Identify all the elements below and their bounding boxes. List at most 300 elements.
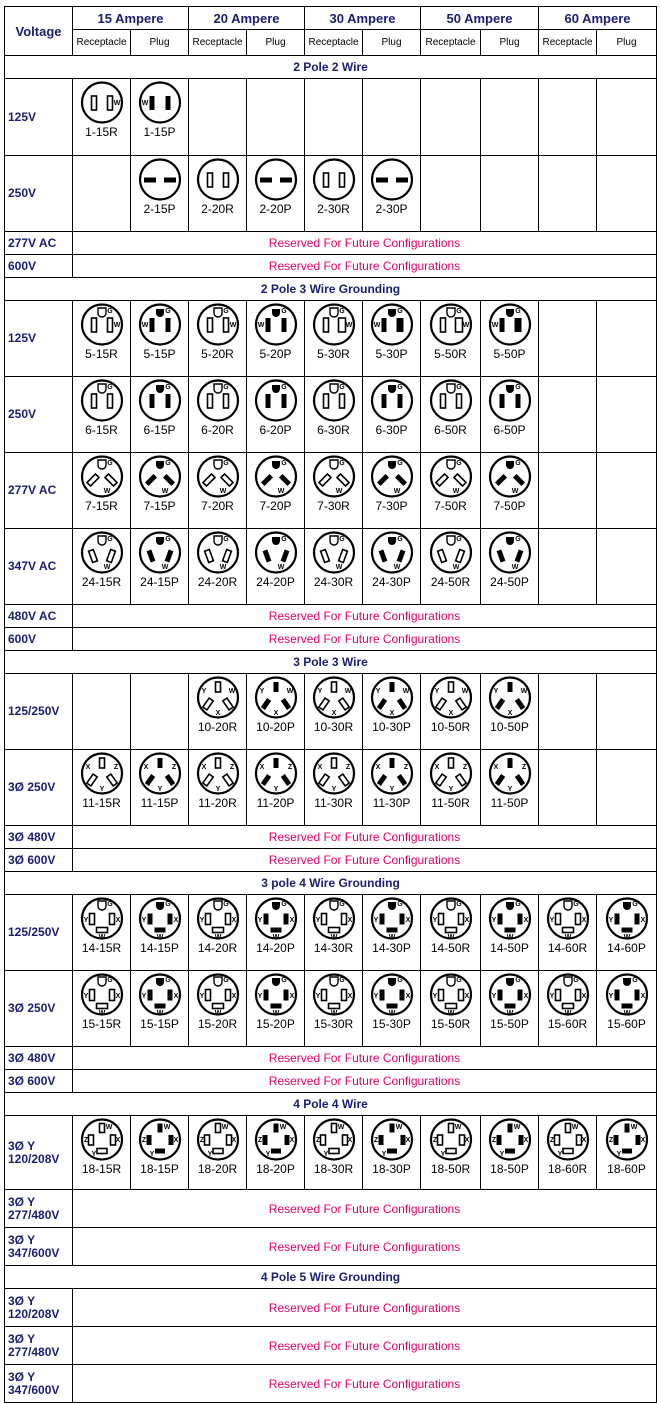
device-cell (362, 452, 421, 529)
section-title-text: 4 Pole 5 Wire Grounding (260, 1270, 401, 1284)
voltage-label: 3Ø Y 347/600V (8, 1232, 60, 1260)
svg-text:Z: Z (521, 764, 526, 771)
svg-text:Y: Y (499, 1151, 504, 1158)
device-face-icon (309, 1116, 359, 1163)
svg-text:X: X (201, 764, 206, 771)
device-cell (188, 528, 247, 605)
device-cell (72, 970, 131, 1047)
svg-text:G: G (280, 977, 287, 984)
svg-text:Y: Y (273, 786, 278, 793)
device-face-icon (251, 453, 301, 500)
device-cell (188, 155, 247, 232)
reserved-note-text: Reserved For Future Configurations (268, 236, 461, 250)
svg-text:Y: Y (331, 786, 336, 793)
device-code-label: 7-50P (493, 499, 526, 513)
svg-text:G: G (164, 308, 171, 315)
svg-text:W: W (393, 564, 400, 571)
svg-text:G: G (572, 901, 579, 908)
device-face-icon (485, 750, 535, 797)
svg-text:W: W (156, 1010, 163, 1017)
svg-text:Y: Y (608, 917, 613, 924)
svg-text:G: G (106, 901, 113, 908)
voltage-label: 125V (8, 109, 37, 124)
device-face-icon (485, 674, 535, 721)
voltage-cell (4, 970, 73, 1047)
device-face-icon (426, 453, 476, 500)
svg-text:X: X (231, 917, 236, 924)
svg-text:W: W (335, 488, 342, 495)
voltage-label: 3Ø 250V (8, 1001, 56, 1016)
device-cell (246, 894, 305, 971)
svg-text:G: G (396, 977, 403, 984)
empty-cell (72, 155, 131, 232)
device-cell (304, 300, 363, 377)
svg-text:Z: Z (608, 1137, 613, 1144)
svg-text:Y: Y (141, 917, 146, 924)
voltage-cell (4, 1288, 73, 1327)
svg-text:W: W (564, 934, 571, 941)
svg-text:W: W (228, 688, 235, 695)
device-code-label: 14-50R (430, 941, 471, 955)
subheader-label: Plug (149, 37, 170, 48)
device-code-label: 5-50R (434, 347, 467, 361)
svg-text:W: W (103, 488, 110, 495)
device-cell (188, 452, 247, 529)
svg-text:W: W (257, 322, 264, 329)
svg-text:G: G (222, 460, 229, 467)
svg-text:G: G (222, 308, 229, 315)
svg-text:G: G (455, 977, 462, 984)
device-code-label: 7-20P (259, 499, 292, 513)
svg-text:W: W (105, 1124, 112, 1131)
device-face-icon (193, 1116, 243, 1163)
device-cell (246, 1115, 305, 1190)
svg-text:W: W (272, 1010, 279, 1017)
svg-text:X: X (434, 764, 439, 771)
svg-text:G: G (338, 977, 345, 984)
device-code-label: 18-20R (197, 1162, 238, 1176)
svg-text:X: X (317, 764, 322, 771)
device-code-label: 5-30R (317, 347, 350, 361)
svg-text:W: W (272, 934, 279, 941)
svg-text:Z: Z (83, 1137, 88, 1144)
device-code-label: 18-20P (256, 1162, 295, 1176)
device-face-icon (426, 674, 476, 721)
plug-subheader (362, 29, 421, 56)
device-face-icon (77, 895, 127, 942)
svg-text:G: G (396, 384, 403, 391)
svg-text:W: W (452, 488, 459, 495)
device-face-icon (135, 79, 185, 126)
svg-text:Y: Y (91, 1151, 96, 1158)
empty-cell (596, 749, 657, 826)
device-code-label: 7-15P (143, 499, 176, 513)
voltage-cell (4, 1046, 73, 1070)
svg-text:G: G (396, 460, 403, 467)
svg-text:Y: Y (157, 786, 162, 793)
device-code-label: 10-50R (430, 720, 471, 734)
svg-text:G: G (280, 308, 287, 315)
svg-text:G: G (106, 308, 113, 315)
svg-text:Y: Y (616, 1151, 621, 1158)
reserved-note (72, 1227, 657, 1266)
voltage-cell (4, 673, 73, 750)
svg-text:Y: Y (323, 1151, 328, 1158)
device-cell (246, 452, 305, 529)
svg-text:W: W (388, 1010, 395, 1017)
svg-text:W: W (98, 934, 105, 941)
device-code-label: 18-50R (430, 1162, 471, 1176)
svg-text:G: G (164, 977, 171, 984)
voltage-label: 250V (8, 407, 37, 422)
voltage-cell (4, 155, 73, 232)
voltage-cell (4, 1189, 73, 1228)
empty-cell (420, 155, 481, 232)
svg-text:G: G (280, 536, 287, 543)
empty-cell (538, 528, 597, 605)
reserved-note-text: Reserved For Future Configurations (268, 1376, 461, 1391)
svg-text:Y: Y (257, 993, 262, 1000)
empty-cell (596, 673, 657, 750)
svg-text:W: W (330, 1010, 337, 1017)
voltage-label: 600V (8, 258, 37, 273)
svg-text:X: X (448, 710, 453, 717)
device-cell (304, 894, 363, 971)
svg-text:W: W (335, 564, 342, 571)
device-code-label: 11-30R (314, 796, 353, 810)
ampere-header-0 (72, 6, 189, 30)
svg-text:W: W (98, 1010, 105, 1017)
device-cell (130, 528, 189, 605)
svg-text:G: G (164, 384, 171, 391)
ampere-header-2 (304, 6, 421, 30)
voltage-label: 125/250V (8, 704, 60, 719)
device-face-icon (309, 895, 359, 942)
device-code-label: 14-60P (607, 941, 646, 955)
svg-text:X: X (523, 917, 528, 924)
svg-text:Y: Y (83, 993, 88, 1000)
svg-text:W: W (491, 322, 498, 329)
svg-text:G: G (396, 901, 403, 908)
svg-text:Z: Z (432, 1137, 437, 1144)
device-code-label: 18-60P (607, 1162, 646, 1176)
voltage-label: 250V (8, 186, 37, 201)
empty-cell (538, 78, 597, 156)
voltage-label: 125V (8, 331, 37, 346)
empty-cell (304, 78, 363, 156)
reserved-note (72, 627, 657, 651)
svg-text:W: W (277, 488, 284, 495)
device-cell (480, 1115, 539, 1190)
svg-text:W: W (462, 322, 469, 329)
svg-text:W: W (402, 688, 409, 695)
subheader-label: Receptacle (308, 37, 359, 48)
svg-text:Z: Z (257, 1137, 262, 1144)
svg-text:G: G (338, 460, 345, 467)
device-face-icon (193, 377, 243, 424)
svg-text:G: G (222, 384, 229, 391)
device-code-label: 5-30P (375, 347, 408, 361)
device-face-icon (426, 895, 476, 942)
reserved-note (72, 1069, 657, 1093)
svg-text:Y: Y (83, 917, 88, 924)
svg-text:W: W (506, 1010, 513, 1017)
device-face-icon (135, 971, 185, 1018)
device-code-label: 10-50P (490, 720, 529, 734)
svg-text:G: G (338, 384, 345, 391)
svg-text:Z: Z (141, 1137, 146, 1144)
voltage-label: 3Ø Y 277/480V (8, 1331, 60, 1359)
svg-text:Y: Y (507, 786, 512, 793)
voltage-cell (4, 627, 73, 651)
plug-subheader (246, 29, 305, 56)
section-title-text: 4 Pole 4 Wire (293, 1097, 368, 1111)
device-cell (362, 749, 421, 826)
svg-text:G: G (514, 901, 521, 908)
reserved-note-text: Reserved For Future Configurations (268, 853, 461, 867)
device-cell (304, 749, 363, 826)
device-face-icon (77, 301, 127, 348)
svg-text:Z: Z (287, 764, 292, 771)
svg-text:G: G (280, 901, 287, 908)
voltage-cell (4, 376, 73, 453)
voltage-cell (4, 894, 73, 971)
empty-cell (596, 300, 657, 377)
device-cell (72, 300, 131, 377)
reserved-note (72, 1326, 657, 1365)
ampere-header-label: 30 Ampere (329, 10, 396, 26)
svg-text:G: G (455, 536, 462, 543)
svg-text:G: G (631, 901, 638, 908)
device-cell (480, 894, 539, 971)
device-code-label: 18-60R (547, 1162, 588, 1176)
device-face-icon (543, 971, 593, 1018)
svg-text:X: X (289, 917, 294, 924)
device-face-icon (193, 750, 243, 797)
reserved-note (72, 254, 657, 278)
reserved-note-text: Reserved For Future Configurations (268, 1051, 461, 1065)
device-code-label: 18-50P (490, 1162, 529, 1176)
svg-text:X: X (173, 1137, 178, 1144)
device-code-label: 18-15P (140, 1162, 179, 1176)
voltage-label: 3Ø 480V (8, 1050, 56, 1065)
voltage-cell (4, 1227, 73, 1266)
svg-text:X: X (289, 993, 294, 1000)
device-face-icon (485, 301, 535, 348)
ampere-header-3 (420, 6, 539, 30)
ampere-header-label: 50 Ampere (446, 10, 513, 26)
device-face-icon (485, 453, 535, 500)
svg-text:Y: Y (381, 1151, 386, 1158)
svg-text:G: G (222, 901, 229, 908)
svg-text:Y: Y (389, 786, 394, 793)
voltage-label: 3Ø 250V (8, 780, 56, 795)
empty-cell (130, 673, 189, 750)
svg-text:G: G (455, 384, 462, 391)
device-face-icon (543, 895, 593, 942)
section-title (4, 55, 657, 79)
svg-text:G: G (280, 460, 287, 467)
device-face-icon (485, 377, 535, 424)
device-face-icon (77, 453, 127, 500)
device-code-label: 11-50R (431, 796, 470, 810)
receptacle-subheader (304, 29, 363, 56)
device-code-label: 10-30R (313, 720, 354, 734)
device-cell (130, 894, 189, 971)
reserved-note (72, 231, 657, 255)
svg-text:W: W (219, 564, 226, 571)
device-face-icon (485, 895, 535, 942)
plug-subheader (480, 29, 539, 56)
svg-text:G: G (164, 536, 171, 543)
device-face-icon (77, 750, 127, 797)
device-code-label: 15-50P (490, 1017, 529, 1031)
reserved-note-text: Reserved For Future Configurations (268, 1201, 461, 1216)
svg-text:Y: Y (199, 993, 204, 1000)
svg-text:Y: Y (448, 786, 453, 793)
device-face-icon (135, 1116, 185, 1163)
device-cell (420, 749, 481, 826)
voltage-cell (4, 1364, 73, 1403)
device-cell (246, 155, 305, 232)
svg-text:G: G (106, 977, 113, 984)
ampere-header-label: 60 Ampere (564, 10, 631, 26)
device-face-icon (426, 377, 476, 424)
device-cell (130, 1115, 189, 1190)
device-cell (130, 78, 189, 156)
subheader-label: Receptacle (192, 37, 243, 48)
reserved-note (72, 604, 657, 628)
svg-text:W: W (623, 934, 630, 941)
device-cell (188, 376, 247, 453)
device-code-label: 15-60R (547, 1017, 588, 1031)
section-title (4, 277, 657, 301)
ampere-header-label: 20 Ampere (213, 10, 280, 26)
device-cell (420, 970, 481, 1047)
device-cell (188, 970, 247, 1047)
device-code-label: 11-30P (372, 796, 411, 810)
device-face-icon (367, 529, 417, 576)
svg-text:W: W (103, 564, 110, 571)
voltage-cell (4, 825, 73, 849)
device-face-icon (367, 377, 417, 424)
receptacle-subheader (538, 29, 597, 56)
voltage-cell (4, 1326, 73, 1365)
svg-text:W: W (388, 934, 395, 941)
device-code-label: 14-50P (490, 941, 529, 955)
svg-text:X: X (464, 993, 469, 1000)
reserved-note (72, 1364, 657, 1403)
device-cell (72, 1115, 131, 1190)
section-title (4, 871, 657, 895)
device-face-icon (193, 971, 243, 1018)
reserved-note-text: Reserved For Future Configurations (268, 1338, 461, 1353)
svg-text:X: X (115, 993, 120, 1000)
svg-text:W: W (161, 488, 168, 495)
device-cell (130, 749, 189, 826)
device-face-icon (77, 377, 127, 424)
svg-text:Z: Z (373, 1137, 378, 1144)
device-cell (246, 749, 305, 826)
voltage-label: 277V AC (8, 483, 57, 498)
voltage-cell (4, 604, 73, 628)
svg-text:G: G (164, 460, 171, 467)
device-code-label: 14-15P (140, 941, 179, 955)
reserved-note-text: Reserved For Future Configurations (268, 632, 461, 646)
reserved-note-text: Reserved For Future Configurations (268, 1074, 461, 1088)
device-cell (362, 673, 421, 750)
plug-subheader (130, 29, 189, 56)
subheader-label: Plug (499, 37, 520, 48)
device-code-label: 1-15P (143, 125, 176, 139)
svg-text:W: W (163, 1124, 170, 1131)
svg-text:G: G (396, 536, 403, 543)
device-face-icon (426, 301, 476, 348)
svg-text:W: W (277, 564, 284, 571)
svg-text:G: G (514, 977, 521, 984)
device-cell (480, 673, 539, 750)
svg-text:X: X (405, 917, 410, 924)
ampere-header-label: 15 Ampere (97, 10, 164, 26)
voltage-label: 600V (8, 631, 37, 646)
svg-text:X: X (464, 917, 469, 924)
svg-text:G: G (338, 308, 345, 315)
svg-text:Y: Y (259, 688, 264, 695)
svg-text:Z: Z (199, 1137, 204, 1144)
svg-text:X: X (289, 1137, 294, 1144)
device-code-label: 2-20P (259, 202, 292, 216)
svg-text:Z: Z (315, 1137, 320, 1144)
device-face-icon (367, 453, 417, 500)
device-face-icon (251, 895, 301, 942)
device-code-label: 6-20R (201, 423, 234, 437)
device-code-label: 2-30P (375, 202, 408, 216)
svg-text:Y: Y (215, 786, 220, 793)
svg-text:X: X (493, 764, 498, 771)
svg-text:Z: Z (462, 764, 467, 771)
svg-text:X: X (173, 993, 178, 1000)
device-code-label: 24-15R (81, 575, 122, 589)
svg-text:X: X (640, 917, 645, 924)
svg-text:Y: Y (373, 917, 378, 924)
device-face-icon (193, 529, 243, 576)
voltage-label: 3Ø Y 277/480V (8, 1194, 60, 1222)
empty-cell (480, 78, 539, 156)
svg-text:G: G (338, 536, 345, 543)
device-cell (362, 894, 421, 971)
empty-cell (596, 528, 657, 605)
voltage-label: 347V AC (8, 559, 57, 574)
device-face-icon (135, 301, 185, 348)
svg-text:X: X (173, 917, 178, 924)
svg-text:X: X (389, 710, 394, 717)
svg-text:W: W (452, 564, 459, 571)
svg-text:X: X (143, 764, 148, 771)
empty-cell (596, 78, 657, 156)
svg-text:G: G (106, 384, 113, 391)
device-code-label: 15-30P (372, 1017, 411, 1031)
section-title-text: 2 Pole 2 Wire (293, 60, 368, 74)
reserved-note (72, 1046, 657, 1070)
device-cell (72, 749, 131, 826)
device-code-label: 6-50R (434, 423, 467, 437)
svg-text:W: W (630, 1124, 637, 1131)
device-cell (304, 155, 363, 232)
device-cell (480, 452, 539, 529)
voltage-column-header (4, 6, 73, 56)
device-code-label: 14-20R (197, 941, 238, 955)
device-face-icon (77, 79, 127, 126)
